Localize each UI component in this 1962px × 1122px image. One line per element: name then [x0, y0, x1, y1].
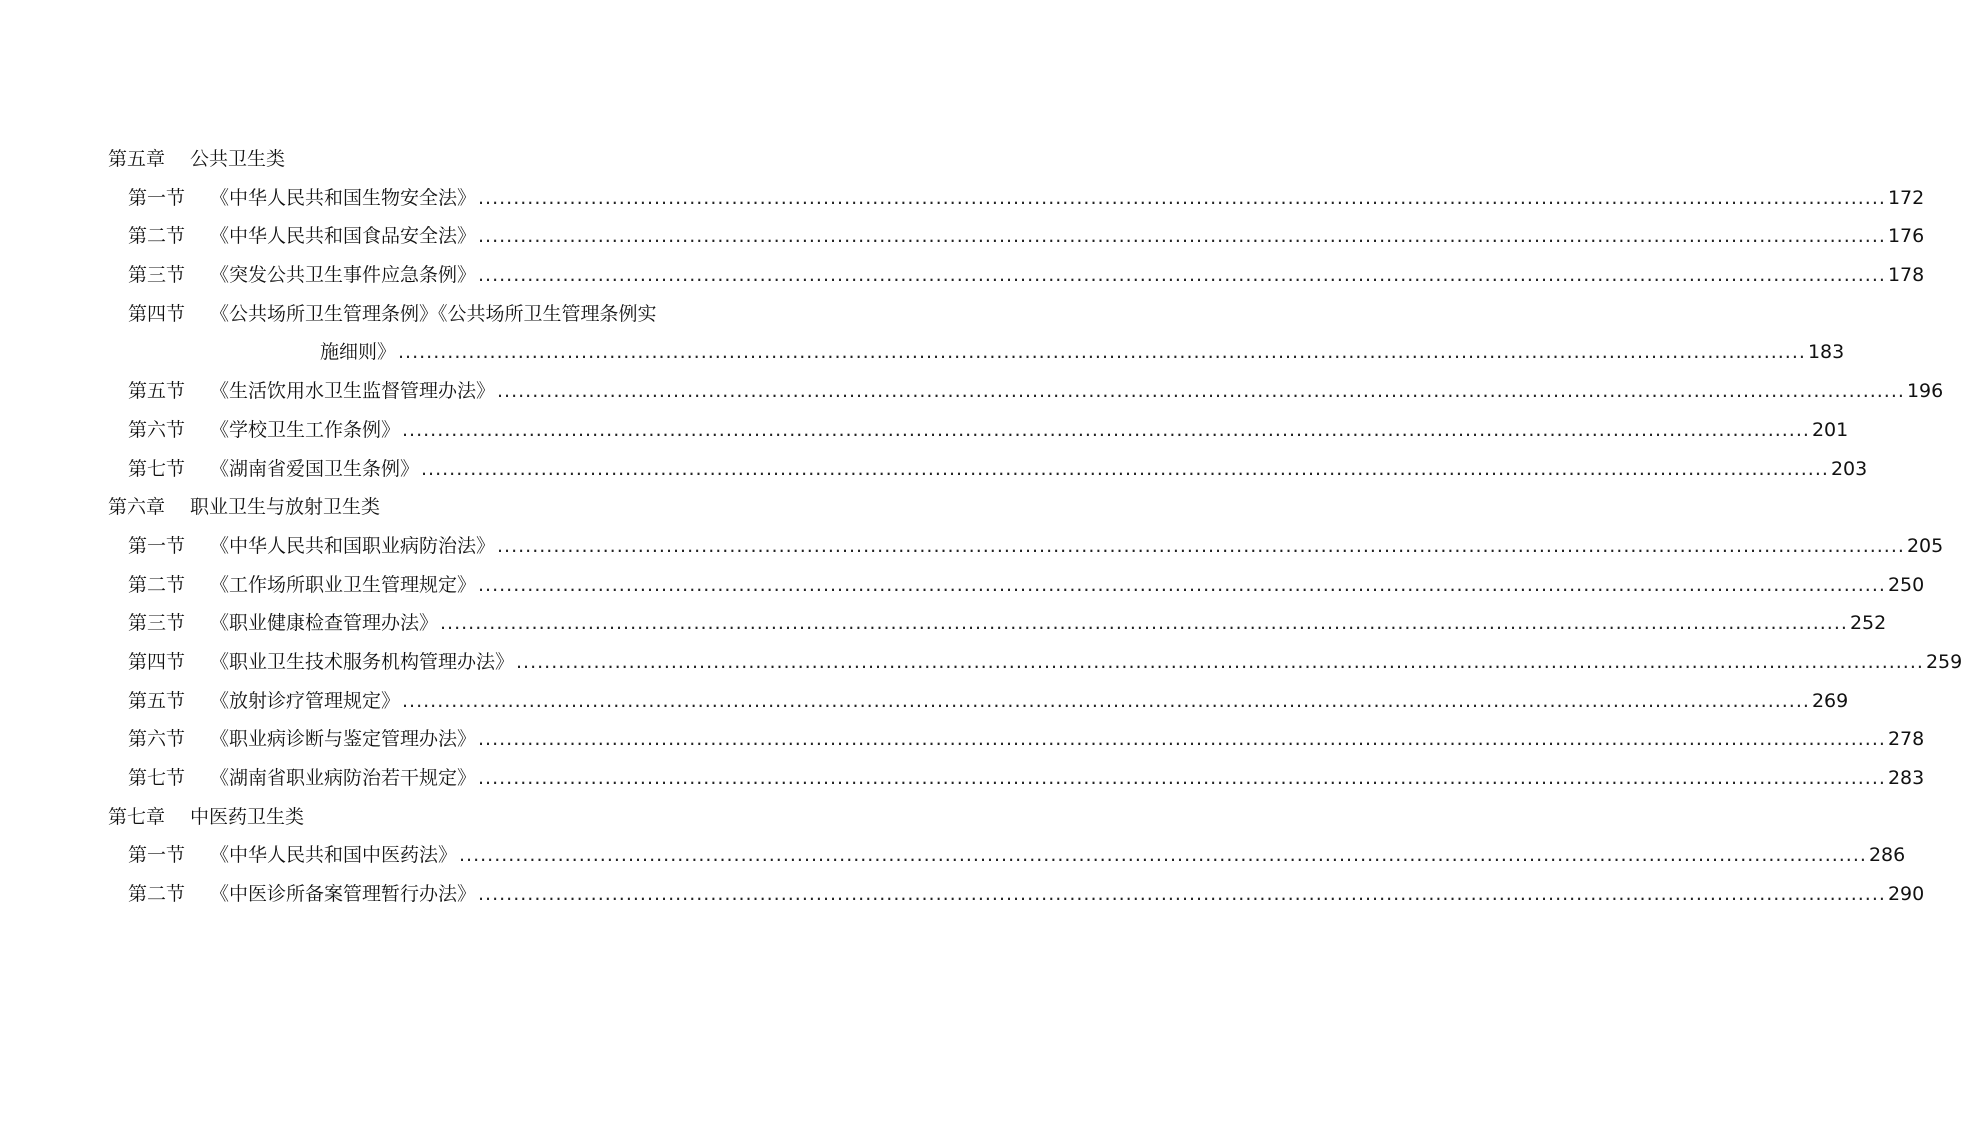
dot-leader: ........................................................................................................................................................................................................ [478, 883, 1886, 906]
section-title: 《职业健康检查管理办法》 [210, 612, 439, 635]
section-number: 第五节 [128, 380, 186, 403]
page-number: 259 [1925, 650, 1962, 673]
toc-entry[interactable] [108, 566, 1925, 605]
dot-leader: ........................................................................................................................................................................................................ [516, 650, 1924, 673]
toc-entry-continuation[interactable] [108, 333, 1845, 372]
page-number: 252 [1849, 612, 1887, 635]
dot-leader: ........................................................................................................................................................................................................ [459, 844, 1867, 867]
page-number: 286 [1868, 844, 1906, 867]
section-title: 《放射诊疗管理规定》 [210, 689, 401, 712]
toc-entry[interactable] [108, 720, 1925, 759]
toc-entry[interactable] [108, 682, 1849, 721]
section-title-continuation: 施细则》 [320, 341, 397, 364]
page-number: 278 [1887, 728, 1925, 751]
section-title: 《职业卫生技术服务机构管理办法》 [210, 650, 515, 673]
dot-leader: ........................................................................................................................................................................................................ [478, 728, 1886, 751]
toc-entry[interactable] [108, 217, 1925, 256]
section-title: 《工作场所职业卫生管理规定》 [210, 573, 477, 596]
page-number: 196 [1906, 380, 1944, 403]
section-number: 第一节 [128, 186, 186, 209]
table-of-contents [108, 140, 1962, 914]
page-number: 178 [1887, 264, 1925, 287]
page-number: 203 [1830, 457, 1868, 480]
chapter-heading [108, 140, 704, 179]
toc-entry[interactable] [108, 295, 704, 334]
section-title: 《中华人民共和国职业病防治法》 [210, 534, 496, 557]
page-number: 172 [1887, 186, 1925, 209]
section-title: 《中华人民共和国生物安全法》 [210, 186, 477, 209]
dot-leader: ........................................................................................................................................................................................................ [478, 767, 1886, 789]
dot-leader: ........................................................................................................................................................................................................ [478, 264, 1886, 287]
chapter-heading [108, 798, 704, 837]
page-number: 269 [1811, 689, 1849, 712]
chapter-title: 中医药卫生类 [190, 805, 305, 828]
dot-leader: ........................................................................................................................................................................................................ [478, 225, 1886, 248]
chapter-number: 第七章 [108, 805, 166, 828]
toc-entry[interactable] [108, 179, 1925, 218]
toc-entry[interactable] [108, 372, 1944, 411]
section-title: 《生活饮用水卫生监督管理办法》 [210, 380, 496, 403]
dot-leader: ........................................................................................................................................................................................................ [497, 380, 1905, 403]
section-number: 第七节 [128, 767, 186, 789]
section-title: 《突发公共卫生事件应急条例》 [210, 264, 477, 287]
page-number: 290 [1887, 883, 1925, 906]
section-number: 第一节 [128, 534, 186, 557]
chapter-title: 职业卫生与放射卫生类 [190, 496, 381, 519]
section-number: 第五节 [128, 689, 186, 712]
section-number: 第二节 [128, 573, 186, 596]
page-number: 205 [1906, 534, 1944, 557]
section-number: 第六节 [128, 418, 186, 441]
dot-leader: ........................................................................................................................................................................................................ [402, 418, 1810, 441]
section-number: 第三节 [128, 612, 186, 635]
section-number: 第一节 [128, 844, 186, 867]
chapter-number: 第六章 [108, 496, 166, 519]
dot-leader: ........................................................................................................................................................................................................ [478, 186, 1886, 209]
toc-entry[interactable] [108, 875, 1925, 914]
section-title: 《学校卫生工作条例》 [210, 418, 401, 441]
page-number: 201 [1811, 418, 1849, 441]
section-number: 第三节 [128, 264, 186, 287]
dot-leader: ........................................................................................................................................................................................................ [398, 341, 1806, 364]
toc-entry[interactable] [108, 759, 1925, 798]
section-number: 第四节 [128, 302, 186, 325]
toc-entry[interactable] [108, 411, 1849, 450]
section-title: 《湖南省职业病防治若干规定》 [210, 767, 477, 789]
section-title: 《中华人民共和国食品安全法》 [210, 225, 477, 248]
dot-leader: ........................................................................................................................................................................................................ [402, 689, 1810, 712]
toc-entry[interactable] [108, 256, 1925, 295]
section-number: 第六节 [128, 728, 186, 751]
section-title: 《职业病诊断与鉴定管理办法》 [210, 728, 477, 751]
chapter-title: 公共卫生类 [190, 148, 286, 170]
chapter-heading [108, 488, 704, 527]
dot-leader: ........................................................................................................................................................................................................ [421, 457, 1829, 480]
section-number: 第七节 [128, 457, 186, 480]
toc-entry[interactable] [108, 836, 1906, 875]
page-number: 176 [1887, 225, 1925, 248]
section-number: 第二节 [128, 883, 186, 906]
toc-entry[interactable] [108, 643, 1962, 682]
section-title: 《公共场所卫生管理条例》《公共场所卫生管理条例实 [210, 302, 657, 325]
toc-entry[interactable] [108, 604, 1887, 643]
toc-entry[interactable] [108, 527, 1944, 566]
page-number: 250 [1887, 573, 1925, 596]
section-number: 第四节 [128, 650, 186, 673]
dot-leader: ........................................................................................................................................................................................................ [497, 534, 1905, 557]
section-title: 《中华人民共和国中医药法》 [210, 844, 458, 867]
dot-leader: ........................................................................................................................................................................................................ [440, 612, 1848, 635]
toc-entry[interactable] [108, 450, 1868, 489]
chapter-number: 第五章 [108, 148, 166, 170]
dot-leader: ........................................................................................................................................................................................................ [478, 573, 1886, 596]
section-title: 《中医诊所备案管理暂行办法》 [210, 883, 477, 906]
page-number: 283 [1887, 767, 1925, 789]
section-number: 第二节 [128, 225, 186, 248]
page-number: 183 [1807, 341, 1845, 364]
section-title: 《湖南省爱国卫生条例》 [210, 457, 420, 480]
